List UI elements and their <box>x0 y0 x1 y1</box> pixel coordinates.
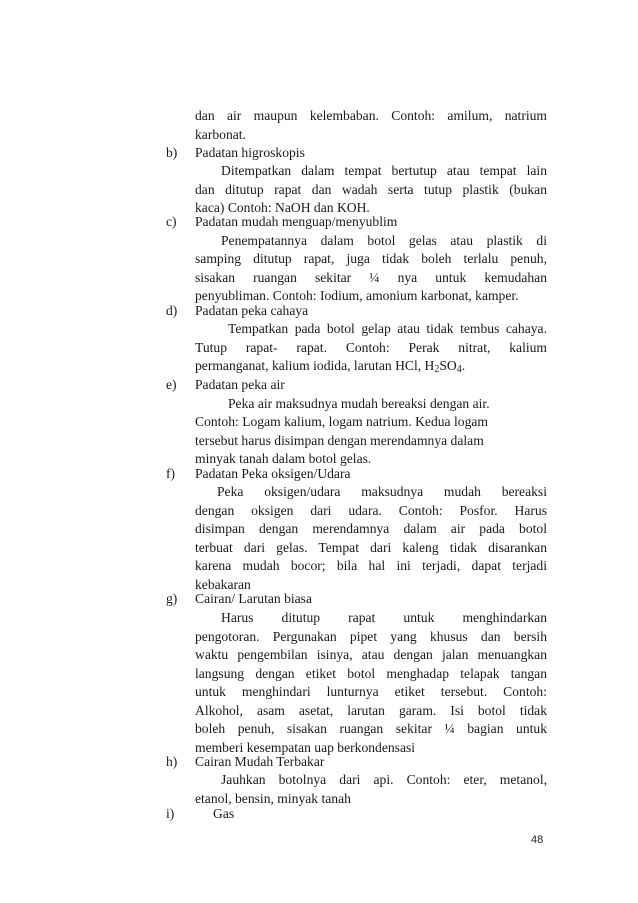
item-f-line-5: karena mudah bocor; bila hal ini terjadi, dapat terjadi <box>195 558 547 573</box>
item-g-line-3: waktu pengembilan isinya, atau dengan jalan menuangkan <box>195 647 547 662</box>
item-f-line-2: dengan oksigen dari udara. Contoh: Posfor. Harus <box>195 503 547 518</box>
item-e-line-3: tersebut harus disimpan dengan merendamnya dalam <box>195 433 484 448</box>
item-f-line-6: kebakaran <box>195 577 251 592</box>
item-label-i: i) <box>166 806 175 821</box>
item-title-d: Padatan peka cahaya <box>195 303 309 318</box>
item-h-line-1: Jauhkan botolnya dari api. Contoh: eter, metanol, <box>221 772 547 787</box>
item-title-c: Padatan mudah menguap/menyublim <box>195 214 398 229</box>
item-f-line-1: Peka oksigen/udara maksudnya mudah bereaksi <box>217 484 547 499</box>
item-g-line-1: Harus ditutup rapat untuk menghindarkan <box>221 610 547 625</box>
item-label-b: b) <box>166 145 178 160</box>
item-e-line-4: minyak tanah dalam botol gelas. <box>195 451 372 466</box>
item-label-g: g) <box>166 591 178 606</box>
item-title-b: Padatan higroskopis <box>195 145 305 160</box>
item-c-line-1: Penempatannya dalam botol gelas atau plastik di <box>221 233 547 248</box>
item-g-line-2: pengotoran. Pergunakan pipet yang khusus dan bersih <box>195 629 547 644</box>
item-d-line-2: Tutup rapat- rapat. Contoh: Perak nitrat, kalium <box>195 340 547 355</box>
item-f-line-4: terbuat dari gelas. Tempat dari kaleng tidak disarankan <box>195 540 547 555</box>
item-label-d: d) <box>166 303 178 318</box>
item-title-g: Cairan/ Larutan biasa <box>195 591 313 606</box>
item-d-line-3-text: permanganat, kalium iodida, larutan HCl, H <box>195 358 435 373</box>
item-title-e: Padatan peka air <box>195 377 285 392</box>
item-g-line-6: Alkohol, asam asetat, larutan garam. Isi botol tidak <box>195 703 547 718</box>
item-h-line-2: etanol, bensin, minyak tanah <box>195 791 351 806</box>
item-e-line-1: Peka air maksudnya mudah bereaksi dengan air. <box>228 396 490 411</box>
item-g-line-7: boleh penuh, sisakan ruangan sekitar ¼ bagian untuk <box>195 721 547 736</box>
item-d-line-1: Tempatkan pada botol gelap atau tidak tembus cahaya. <box>228 321 547 336</box>
item-label-f: f) <box>166 466 176 481</box>
formula-subscript-1: 2 <box>434 364 440 375</box>
item-b-line-3: kaca) Contoh: NaOH dan KOH. <box>195 200 370 215</box>
page-number: 48 <box>531 834 544 846</box>
formula-subscript-2: 4 <box>456 364 462 375</box>
item-d-line-3 <box>195 356 547 375</box>
item-g-line-8: memberi kesempatan uap berkondensasi <box>195 740 416 755</box>
item-c-line-3: sisakan ruangan sekitar ¼ nya untuk kemudahan <box>195 270 547 285</box>
item-g-line-5: untuk menghindari lunturnya etiket tersebut. Contoh: <box>195 684 547 699</box>
item-c-line-4: penyubliman. Contoh: Iodium, amonium karbonat, kamper. <box>195 288 519 303</box>
item-label-e: e) <box>166 377 177 392</box>
intro-line-1: dan air maupun kelembaban. Contoh: amilum, natrium <box>195 108 547 123</box>
item-title-f: Padatan Peka oksigen/Udara <box>195 466 351 481</box>
formula-mid: SO <box>439 358 457 373</box>
item-b-line-2: dan ditutup rapat dan wadah serta tutup plastik (bukan <box>195 182 547 197</box>
item-c-line-2: samping ditutup rapat, juga tidak boleh terlalu penuh, <box>195 251 547 266</box>
item-e-line-2: Contoh: Logam kalium, logam natrium. Kedua logam <box>195 414 488 429</box>
item-title-i: Gas <box>213 806 235 821</box>
intro-line-2: karbonat. <box>195 127 246 142</box>
formula-end: . <box>461 358 466 373</box>
item-f-line-3: disimpan dengan merendamnya dalam air pada botol <box>195 521 547 536</box>
item-label-h: h) <box>166 754 178 769</box>
item-title-h: Cairan Mudah Terbakar <box>195 754 325 769</box>
item-b-line-1: Ditempatkan dalam tempat bertutup atau tempat lain <box>221 163 547 178</box>
item-label-c: c) <box>166 214 177 229</box>
item-g-line-4: langsung dengan etiket botol menghadap telapak tangan <box>195 666 547 681</box>
